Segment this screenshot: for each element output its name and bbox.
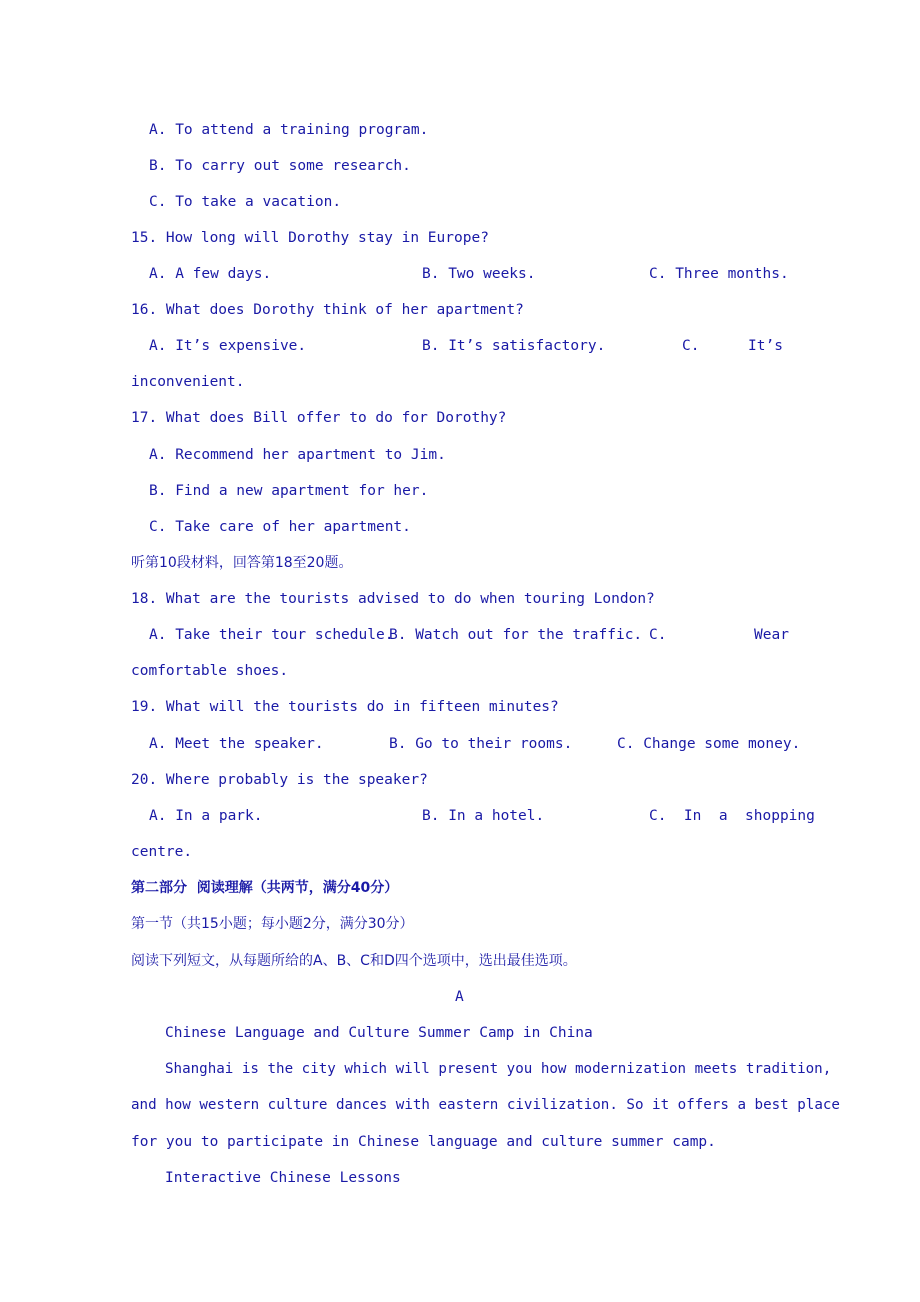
q18-option-b: B. Watch out for the traffic.	[389, 627, 643, 643]
q17-option-b: B. Find a new apartment for her.	[149, 483, 429, 499]
q20-option-b: B. In a hotel.	[422, 808, 545, 824]
q18-option-c-start: Wear	[754, 627, 789, 643]
q20-option-c-continued: centre.	[131, 844, 193, 860]
passage-title: Chinese Language and Culture Summer Camp in China	[165, 1025, 593, 1041]
passage-subtitle: Interactive Chinese Lessons	[165, 1170, 401, 1186]
part2-instruction: 阅读下列短文，从每题所给的A、B、C和D四个选项中，选出最佳选项。	[131, 953, 577, 969]
q18-option-a: A. Take their tour schedule.	[149, 627, 394, 643]
q19-option-c: C. Change some money.	[617, 736, 801, 752]
q15-option-c: C. Three months.	[649, 266, 789, 282]
part2-heading: 第二部分 阅读理解（共两节，满分40分）	[131, 880, 399, 896]
q19-question: 19. What will the tourists do in fifteen minutes?	[131, 699, 559, 715]
passage-p1-line1: Shanghai is the city which will present you how modernization meets tradition,	[165, 1061, 832, 1077]
q16-question: 16. What does Dorothy think of her apartment?	[131, 302, 524, 318]
passage-p1-line3: for you to participate in Chinese language and culture summer camp.	[131, 1134, 716, 1150]
q15-option-a: A. A few days.	[149, 266, 272, 282]
q20-question: 20. Where probably is the speaker?	[131, 772, 428, 788]
q18-option-c-letter: C.	[649, 627, 667, 643]
q19-option-b: B. Go to their rooms.	[389, 736, 573, 752]
q20-option-a: A. In a park.	[149, 808, 263, 824]
q16-option-c-letter: C.	[682, 338, 700, 354]
q15-option-b: B. Two weeks.	[422, 266, 536, 282]
q16-option-c-continued: inconvenient.	[131, 374, 245, 390]
q20-option-c: C. In a shopping	[649, 808, 815, 824]
q16-option-c-start: It’s	[748, 338, 783, 354]
q14-option-a: A. To attend a training program.	[149, 122, 429, 138]
q18-question: 18. What are the tourists advised to do when touring London?	[131, 591, 655, 607]
q15-question: 15. How long will Dorothy stay in Europe?	[131, 230, 489, 246]
q17-option-c: C. Take care of her apartment.	[149, 519, 411, 535]
q17-question: 17. What does Bill offer to do for Dorothy?	[131, 410, 507, 426]
section10-instruction: 听第10段材料，回答第18至20题。	[131, 555, 353, 571]
q17-option-a: A. Recommend her apartment to Jim.	[149, 447, 446, 463]
q14-option-b: B. To carry out some research.	[149, 158, 411, 174]
q14-option-c: C. To take a vacation.	[149, 194, 342, 210]
q19-option-a: A. Meet the speaker.	[149, 736, 324, 752]
q16-option-b: B. It’s satisfactory.	[422, 338, 606, 354]
passage-p1-line2: and how western culture dances with eastern civilization. So it offers a best place	[131, 1097, 840, 1113]
q18-option-c-continued: comfortable shoes.	[131, 663, 289, 679]
q16-option-a: A. It’s expensive.	[149, 338, 307, 354]
part2-section1: 第一节（共15小题；每小题2分，满分30分）	[131, 916, 414, 932]
passage-label: A	[455, 989, 464, 1005]
